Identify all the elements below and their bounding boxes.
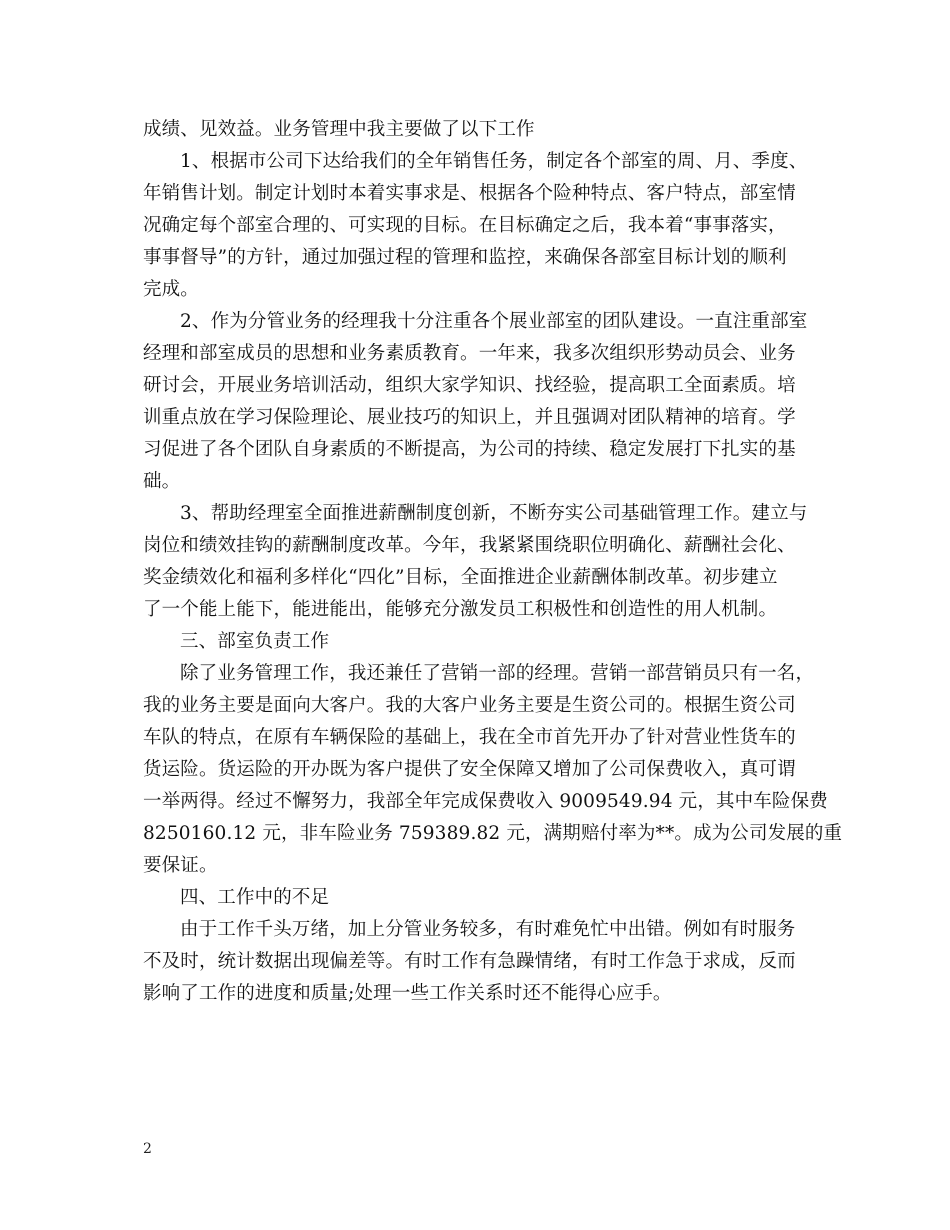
paragraph-line: 研讨会，开展业务培训活动，组织大家学知识、找经验，提高职工全面素质。培	[143, 375, 796, 396]
section-heading: 四、工作中的不足	[180, 887, 330, 908]
paragraph-line: 3、帮助经理室全面推进薪酬制度创新，不断夯实公司基础管理工作。建立与	[180, 503, 808, 524]
paragraph-line: 奖金绩效化和福利多样化“四化”目标，全面推进企业薪酬体制改革。初步建立	[143, 567, 778, 588]
paragraph-line: 训重点放在学习保险理论、展业技巧的知识上，并且强调对团队精神的培育。学	[143, 407, 796, 428]
paragraph-line: 年销售计划。制定计划时本着实事求是、根据各个险种特点、客户特点，部室情	[143, 183, 796, 204]
paragraph-line: 完成。	[143, 279, 199, 300]
paragraph-line: 了一个能上能下，能进能出，能够充分激发员工积极性和创造性的用人机制。	[143, 599, 778, 620]
paragraph-line: 事事督导”的方针，通过加强过程的管理和监控，来确保各部室目标计划的顺利	[143, 247, 787, 268]
page-number: 2	[143, 1141, 152, 1157]
paragraph-line: 我的业务主要是面向大客户。我的大客户业务主要是生资公司的。根据生资公司	[143, 695, 796, 716]
paragraph-line: 1、根据市公司下达给我们的全年销售任务，制定各个部室的周、月、季度、	[180, 151, 808, 172]
paragraph-line: 要保证。	[143, 855, 218, 876]
section-heading: 三、部室负责工作	[180, 631, 330, 652]
paragraph-line: 影响了工作的进度和质量;处理一些工作关系时还不能得心应手。	[143, 983, 672, 1004]
document-body	[143, 114, 843, 1010]
paragraph-line: 岗位和绩效挂钩的薪酬制度改革。今年，我紧紧围绕职位明确化、薪酬社会化、	[143, 535, 796, 556]
paragraph-line: 一举两得。经过不懈努力，我部全年完成保费收入 9009549.94 元，其中车险保费	[143, 791, 828, 812]
paragraph-line: 经理和部室成员的思想和业务素质教育。一年来，我多次组织形势动员会、业务	[143, 343, 796, 364]
paragraph-line: 由于工作千头万绪，加上分管业务较多，有时难免忙中出错。例如有时服务	[180, 919, 796, 940]
paragraph-line: 习促进了各个团队自身素质的不断提高，为公司的持续、稳定发展打下扎实的基	[143, 439, 796, 460]
paragraph-line: 不及时，统计数据出现偏差等。有时工作有急躁情绪，有时工作急于求成，反而	[143, 951, 796, 972]
paragraph-line: 况确定每个部室合理的、可实现的目标。在目标确定之后，我本着“事事落实，	[143, 215, 787, 236]
paragraph-line: 础。	[143, 471, 181, 492]
paragraph-line: 2、作为分管业务的经理我十分注重各个展业部室的团队建设。一直注重部室	[180, 311, 808, 332]
paragraph-line: 车队的特点，在原有车辆保险的基础上，我在全市首先开办了针对营业性货车的	[143, 727, 796, 748]
paragraph-line: 成绩、见效益。业务管理中我主要做了以下工作	[143, 119, 535, 140]
paragraph-line: 货运险。货运险的开办既为客户提供了安全保障又增加了公司保费收入，真可谓	[143, 759, 796, 780]
paragraph-line: 除了业务管理工作，我还兼任了营销一部的经理。营销一部营销员只有一名，	[180, 663, 815, 684]
paragraph-line: 8250160.12 元，非车险业务 759389.82 元，满期赔付率为**。成为公司发展的重	[143, 823, 843, 844]
